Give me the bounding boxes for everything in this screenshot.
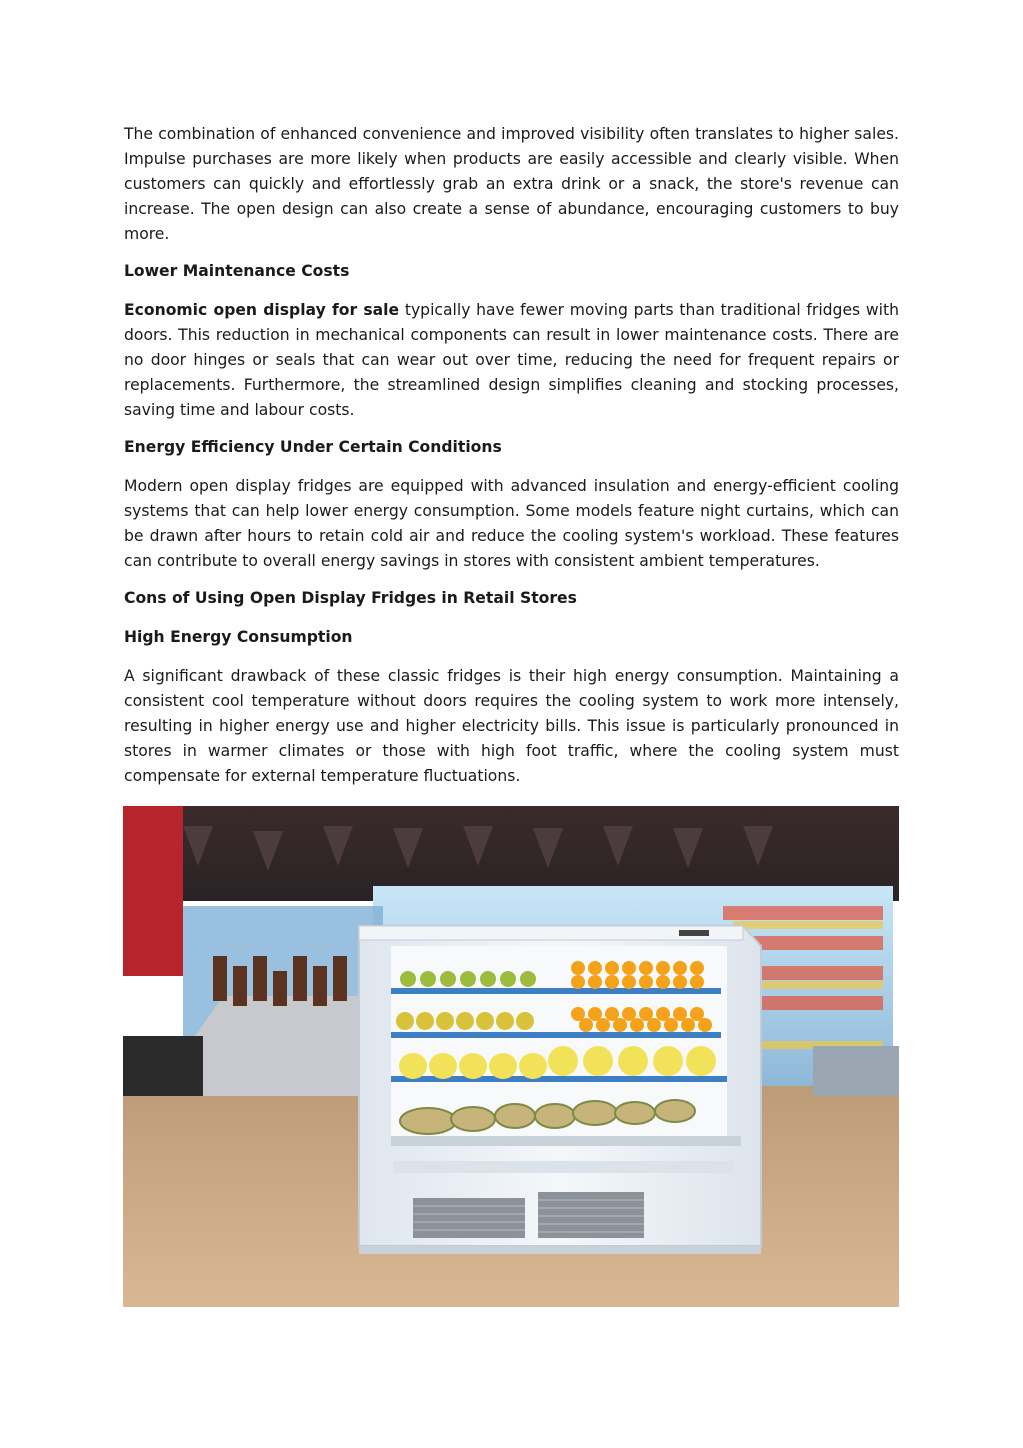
heading-high-energy: High Energy Consumption [124,628,353,646]
high-energy-paragraph: A significant drawback of these classic fridges is their high energy consumption. Maintaining a consistent cool temperature without doors requires the cooling system to work more intensely, resulting in higher energy use and higher electricity bills. This issue is particularly pronounced in stores in warmer climates or those with high foot traffic, where the cooling system must compensate for external temperature fluctuations. [124,667,899,785]
lower-maintenance-text: typically have fewer moving parts than traditional fridges with doors. This reduction in mechanical components can result in lower maintenance costs. There are no door hinges or seals that can wear out over time, reducing the need for frequent repairs or replacements. Furthermore, the streamlined design simplifies cleaning and stocking processes, saving time and labour costs. [124,301,899,419]
energy-efficiency-paragraph: Modern open display fridges are equipped with advanced insulation and energy-efficient cooling systems that can help lower energy consumption. Some models feature night curtains, which can be drawn after hours to retain cold air and reduce the cooling system's workload. These features can contribute to overall energy savings in stores with consistent ambient temperatures. [124,477,899,570]
heading-lower-maintenance: Lower Maintenance Costs [124,262,350,280]
article-body [124,122,899,801]
economic-open-display-link-text: Economic open display for sale [124,301,400,319]
heading-cons: Cons of Using Open Display Fridges in Retail Stores [124,589,577,607]
fridge-illustration [123,806,899,1307]
heading-energy-efficiency: Energy Efficiency Under Certain Conditions [124,438,502,456]
display-fridge-photo [123,806,899,1307]
intro-paragraph: The combination of enhanced convenience and improved visibility often translates to higher sales. Impulse purchases are more likely when products are easily accessible and clearly visible. When customers can quickly and effortlessly grab an extra drink or a snack, the store's revenue can increase. The open design can also create a sense of abundance, encouraging customers to buy more. [124,125,899,243]
lower-maintenance-paragraph [124,298,899,423]
